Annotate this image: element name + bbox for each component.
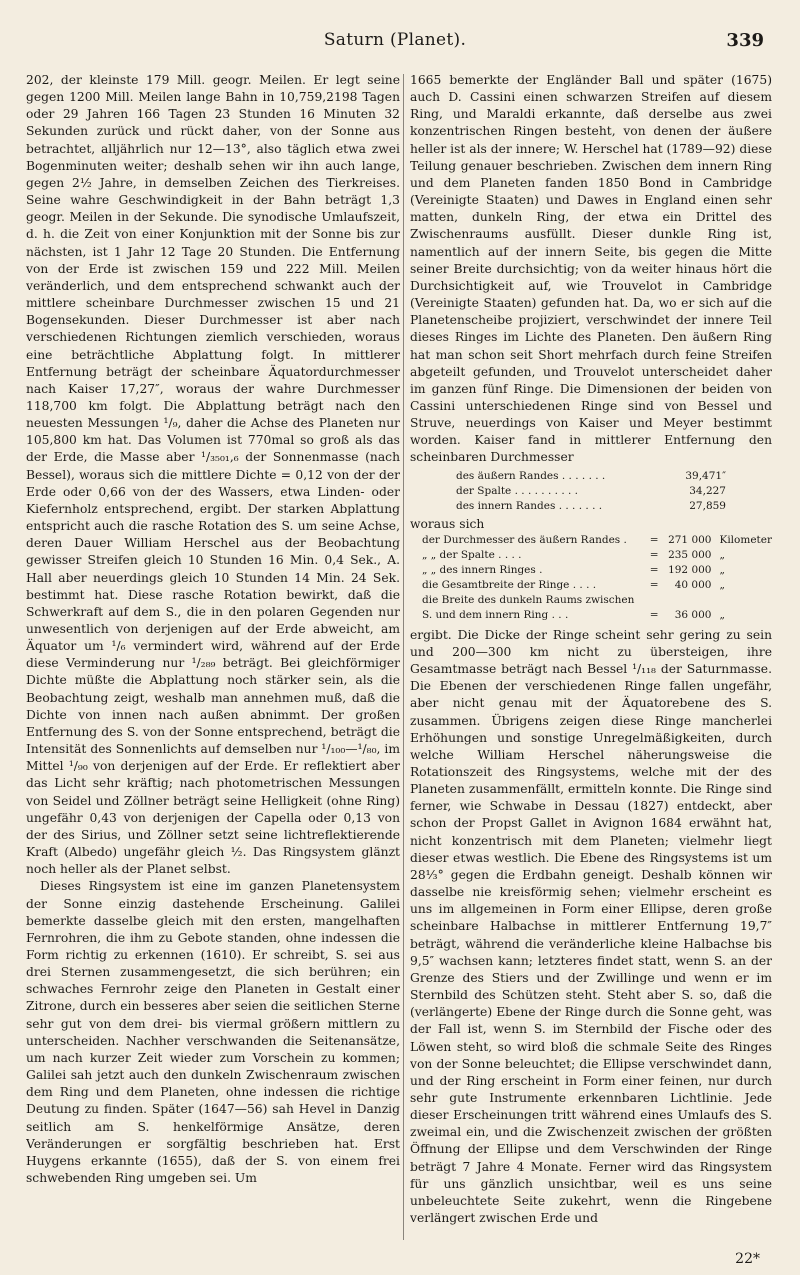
row-label: die Gesamtbreite der Ringe . . . . <box>422 578 597 591</box>
row-label: S. und dem innern Ring . . . <box>422 608 569 621</box>
row-label: der Spalte . . . . . . . . . . <box>456 484 579 497</box>
row-value: 40 000 <box>674 578 712 591</box>
row-equals: = <box>649 608 659 621</box>
row-label: des innern Randes . . . . . . . <box>456 499 603 512</box>
row-equals: = <box>649 563 659 576</box>
row-value: 192 000 <box>668 563 712 576</box>
row-label: „ „ des innern Ringes . <box>422 563 543 576</box>
row-equals: = <box>649 533 659 546</box>
table-row <box>422 578 772 593</box>
table-row <box>422 533 772 548</box>
row-value: 39,471″ <box>685 469 726 482</box>
paragraph-ring-geometry: ergibt. Die Dicke der Ringe scheint sehr gering zu sein und 200—300 km nicht zu übersteigen, ihre Gesamtmasse beträgt nach Bessel ¹/₁₁₈ der Saturnmasse. Die Ebenen der verschiedenen Ringe fallen ungefähr, aber nicht genau mit der Äquatorebene des S. zusammen. Übrigens zeigen diese Ringe mancherlei Erhöhungen und sonstige Unregelmäßigkeiten, durch welche William Herschel näherungsweise die Rotationszeit des Ringsystems, welche mit der des Planeten zusammenfällt, ermitteln konnte. Die Ringe sind ferner, wie Schwabe in Dessau (1827) entdeckt, aber schon der Propst Gallet in Avignon 1684 erwähnt hat, nicht konzentrisch mit dem Planeten; vielmehr liegt dieser etwas westlich. Die Ebene des Ringsystems ist um 28⅓° gegen die Erdbahn geneigt. Deshalb können wir dasselbe nie kreisförmig sehen; vielmehr erscheint es uns im allgemeinen in Form einer Ellipse, deren große scheinbare Halbachse in mittlerer Entfernung 19,7″ beträgt, während die veränderliche kleine Halbachse bis 9,5″ wachsen kann; letzteres findet statt, wenn S. an der Grenze des Stiers und der Zwillinge und wenn er im Sternbild des Schützen steht. Steht aber S. so, daß die (verlängerte) Ebene der Ringe durch die Sonne geht, was der Fall ist, wenn S. im Sternbild der Fische oder des Löwen steht, so wird bloß die schmale Seite des Ringes von der Sonne beleuchtet; die Ellipse verschwindet dann, und der Ring erscheint in Form einer feinen, nur durch sehr gute Instrumente erkennbaren Lichtlinie. Jede dieser Erscheinungen tritt während eines Umlaufs des S. zweimal ein, und die Zwischenzeit zwischen der größten Öffnung der Ellipse und dem Verschwinden der Ringe beträgt 7 Jahre 4 Monate. Ferner wird das Ringsystem für uns gänzlich unsichtbar, weil es uns seine unbeleuchtete Seite zukehrt, wenn die Ringebene verlängert zwischen Erde und <box>410 627 772 1226</box>
table-row <box>422 548 772 563</box>
paragraph-saturn-orbit: 202, der kleinste 179 Mill. geogr. Meilen. Er legt seine gegen 1200 Mill. Meilen lange Bahn in 10,759,2198 Tagen oder 29 Jahren 166 Tagen 23 Stunden 16 Minuten 32 Sekunden zurück und rückt daher, von der Sonne aus betrachtet, alljährlich nur 12—13°, also täglich etwa zwei Bogenminuten weiter; deshalb sehen wir ihn auch lange, gegen 2½ Jahre, in demselben Zeichen des Tierkreises. Seine wahre Geschwindigkeit in der Bahn beträgt 1,3 geogr. Meilen in der Sekunde. Die synodische Umlaufszeit, d. h. die Zeit von einer Konjunktion mit der Sonne bis zur nächsten, ist 1 Jahr 12 Tage 20 Stunden. Die Entfernung von der Erde ist zwischen 159 und 222 Mill. Meilen veränderlich, und dem entsprechend schwankt auch der mittlere scheinbare Durchmesser zwischen 15 und 21 Bogensekunden. Dieser Durchmesser ist aber nach verschiedenen Richtungen ziemlich verschieden, woraus eine beträchtliche Abplattung folgt. In mittlerer Entfernung beträgt der scheinbare Äquatordurchmesser nach Kaiser 17,27″, woraus der wahre Durchmesser 118,700 km folgt. Die Abplattung beträgt nach den neuesten Messungen ¹/₉, daher die Achse des Planeten nur 105,800 km hat. Das Volumen ist 770mal so groß als das der Erde, die Masse aber ¹/₃₅₀₁,₆ der Sonnenmasse (nach Bessel), woraus sich die mittlere Dichte = 0,12 von der der Erde oder 0,66 von der des Wassers, etwa Linden- oder Kiefernholz entsprechend, ergibt. Der starken Abplattung entspricht auch die rasche Rotation des S. um seine Achse, deren Dauer William Herschel aus der Beobachtung gewisser Streifen gleich 10 Stunden 16 Min. 0,4 Sek., A. Hall aber neuerdings gleich 10 Stunden 14 Min. 24 Sek. bestimmt hat. Diese rasche Rotation bewirkt, daß die Schwerkraft auf dem S., die in den polaren Gegenden nur unwesentlich von derjenigen auf der Erde abweicht, am Äquator um ¹/₆ vermindert wird, während auf der Erde diese Verminderung nur ¹/₂₈₉ beträgt. Bei gleichförmiger Dichte müßte die Abplattung noch stärker sein, als die Beobachtung zeigt, weshalb man annehmen muß, daß die Dichte von innen nach außen abnimmt. Der großen Entfernung des S. von der Sonne entsprechend, beträgt die Intensität des Sonnenlichts auf demselben nur ¹/₁₀₀—¹/₈₀, im Mittel ¹/₉₀ von derjenigen auf der Erde. Er reflektiert aber das Licht sehr kräftig; nach photometrischen Messungen von Seidel und Zöllner beträgt seine Helligkeit (ohne Ring) ungefähr 0,43 von derjenigen der Capella oder 0,13 von der des Sirius, und Zöllner setzt seine lichtreflektierende Kraft (Albedo) ungefähr gleich ½. Das Ringsystem glänzt noch heller als der Planet selbst. <box>26 73 400 877</box>
row-label: der Durchmesser des äußern Randes . <box>422 533 627 546</box>
row-label: „ „ der Spalte . . . . <box>422 548 522 561</box>
row-unit: „ <box>719 548 725 561</box>
row-value: 27,859 <box>689 499 726 512</box>
table-row <box>422 608 772 623</box>
woraus-line: woraus sich <box>410 516 485 531</box>
paragraph-ring-system: Dieses Ringsystem ist eine im ganzen Planetensystem der Sonne einzig dastehende Erscheinung. Galilei bemerkte dasselbe gleich mit den ersten, mangelhaften Fernrohren, die ihm zu Gebote standen, ohne indessen die Form richtig zu erkennen (1610). Er schreibt, S. sei aus drei Sternen zusammengesetzt, die sich berühren; ein schwaches Fernrohr zeige den Planeten in Gestalt einer Zitrone, durch ein besseres aber seien die seitlichen Sterne sehr gut von dem drei- bis viermal größern mittlern zu unterscheiden. Nachher verschwanden die Seitenansätze, um nach kurzer Zeit wieder zum Vorschein zu kommen; Galilei sah jetzt auch den dunkeln Zwischenraum zwischen dem Ring und dem Planeten, ohne indessen die richtige Deutung zu finden. Später (1647—56) sah Hevel in Danzig seitlich am S. henkelförmige Ansätze, deren Veränderungen er sorgfältig beschrieben hat. Erst Huygens erkannte (1655), daß der S. von einem frei schwebenden Ring umgeben sei. Um <box>26 879 400 1185</box>
ring-dimensions-table <box>422 533 772 623</box>
row-label: die Breite des dunkeln Raums zwischen <box>422 593 635 606</box>
page-header <box>26 30 764 56</box>
table-row <box>456 484 726 499</box>
row-unit: Kilometer <box>719 533 772 546</box>
running-title: Saturn (Planet). <box>323 30 467 50</box>
row-value: 36 000 <box>674 608 712 621</box>
row-unit: „ <box>719 563 725 576</box>
row-equals: = <box>649 548 659 561</box>
table-row <box>456 499 726 514</box>
row-equals: = <box>649 578 659 591</box>
column-divider <box>403 74 404 1240</box>
apparent-diameter-table <box>456 469 726 514</box>
table-row <box>422 593 772 608</box>
row-value: 271 000 <box>668 533 712 546</box>
table-row <box>456 469 726 484</box>
page-number: 339 <box>726 30 764 51</box>
right-column <box>410 72 772 1242</box>
table-row <box>422 563 772 578</box>
row-label: des äußern Randes . . . . . . . <box>456 469 606 482</box>
paragraph-ring-history: 1665 bemerkte der Engländer Ball und später (1675) auch D. Cassini einen schwarzen Streifen auf diesem Ring, und Maraldi erkannte, daß derselbe aus zwei konzentrischen Ringen besteht, von denen der äußere heller ist als der innere; W. Herschel hat (1789—92) diese Teilung genauer beschrieben. Zwischen dem innern Ring und dem Planeten fanden 1850 Bond in Cambridge (Vereinigte Staaten) und Dawes in England einen sehr matten, dunkeln Ring, der etwa ein Drittel des Zwischenraums ausfüllt. Dieser dunkle Ring ist, namentlich auf der innern Seite, bis gegen die Mitte seiner Breite durchsichtig; von da weiter hinaus hört die Durchsichtigkeit auf, wie Trouvelot in Cambridge (Vereinigte Staaten) gefunden hat. Da, wo er sich auf die Planetenscheibe projiziert, verschwindet der innere Teil dieses Ringes im Lichte des Planeten. Den äußern Ring hat man schon seit Short mehrfach durch feine Streifen abgeteilt gefunden, und Trouvelot unterscheidet daher im ganzen fünf Ringe. Die Dimensionen der beiden von Cassini unterschiedenen Ringe sind von Bessel und Struve, neuerdings von Kaiser und Meyer bestimmt worden. Kaiser fand in mittlerer Entfernung den scheinbaren Durchmesser <box>410 73 772 465</box>
row-value: 34,227 <box>689 484 726 497</box>
left-column <box>26 72 400 1242</box>
row-unit: „ <box>719 578 725 591</box>
row-unit: „ <box>719 608 725 621</box>
sheet-signature: 22* <box>735 1251 760 1267</box>
row-value: 235 000 <box>668 548 712 561</box>
